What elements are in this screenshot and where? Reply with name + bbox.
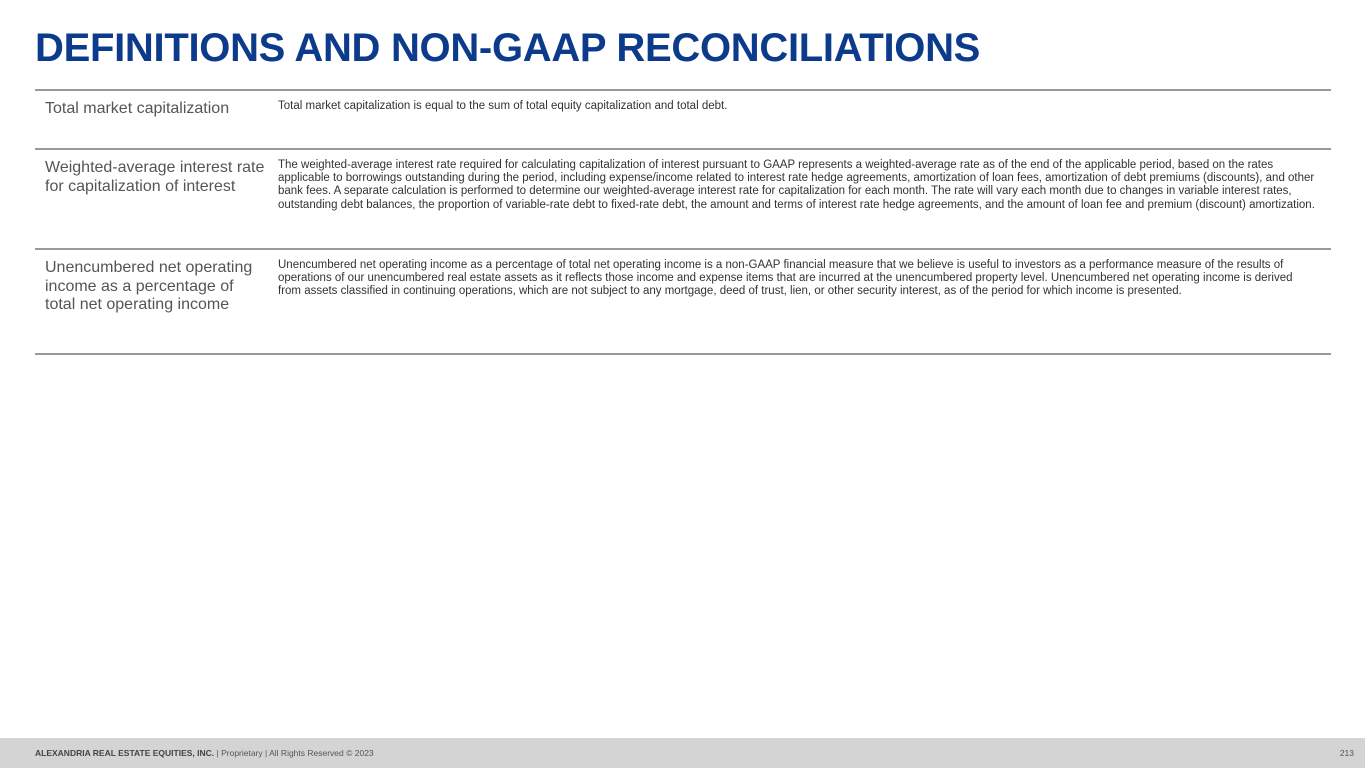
definition-term: Total market capitalization [45,100,230,117]
definition-term: Unencumbered net operating income as a percentage of total net operating income [45,259,253,313]
definition-row [35,250,1331,355]
definition-term: Weighted-average interest rate for capitalization of interest [45,159,265,195]
page-title: DEFINITIONS AND NON-GAAP RECONCILIATIONS [35,26,981,70]
definition-text: The weighted-average interest rate required for calculating capitalization of interest pursuant to GAAP represents a weighted-average rate as of the end of the applicable period, based on the rates applicable to borrowings outstanding during the period, including expense/income related to interest rate hedge agreements, amortization of loan fees, amortization of debt premiums (discounts), and other bank fees. A separate calculation is performed to determine our weighted-average interest rate for capitalization for each month. The rate will vary each month due to changes in variable interest rates, outstanding debt balances, the proportion of variable-rate debt to fixed-rate debt, the amount and terms of interest rate hedge agreements, and the amount of loan fee and premium (discount) amortization. [278,159,1315,211]
footer-company-name: ALEXANDRIA REAL ESTATE EQUITIES, INC. [35,748,215,758]
footer-notice: | Proprietary | All Rights Reserved © 2023 [214,748,374,758]
page-number: 213 [1339,748,1354,758]
definition-text: Unencumbered net operating income as a percentage of total net operating income is a non-GAAP financial measure that we believe is useful to investors as a performance measure of the results of operations of our unencumbered real estate assets as it reflects those income and expense items that are incurred at the unencumbered property level. Unencumbered net operating income is derived from assets classified in continuing operations, which are not subject to any mortgage, deed of trust, lien, or other security interest, as of the period for which income is presented. [278,259,1293,298]
definition-text: Total market capitalization is equal to the sum of total equity capitalization and total debt. [278,100,728,112]
definitions-table [35,89,1331,355]
footer-copyright [35,747,374,759]
footer-bar [0,738,1365,768]
definition-row [35,150,1331,250]
definition-row [35,91,1331,150]
